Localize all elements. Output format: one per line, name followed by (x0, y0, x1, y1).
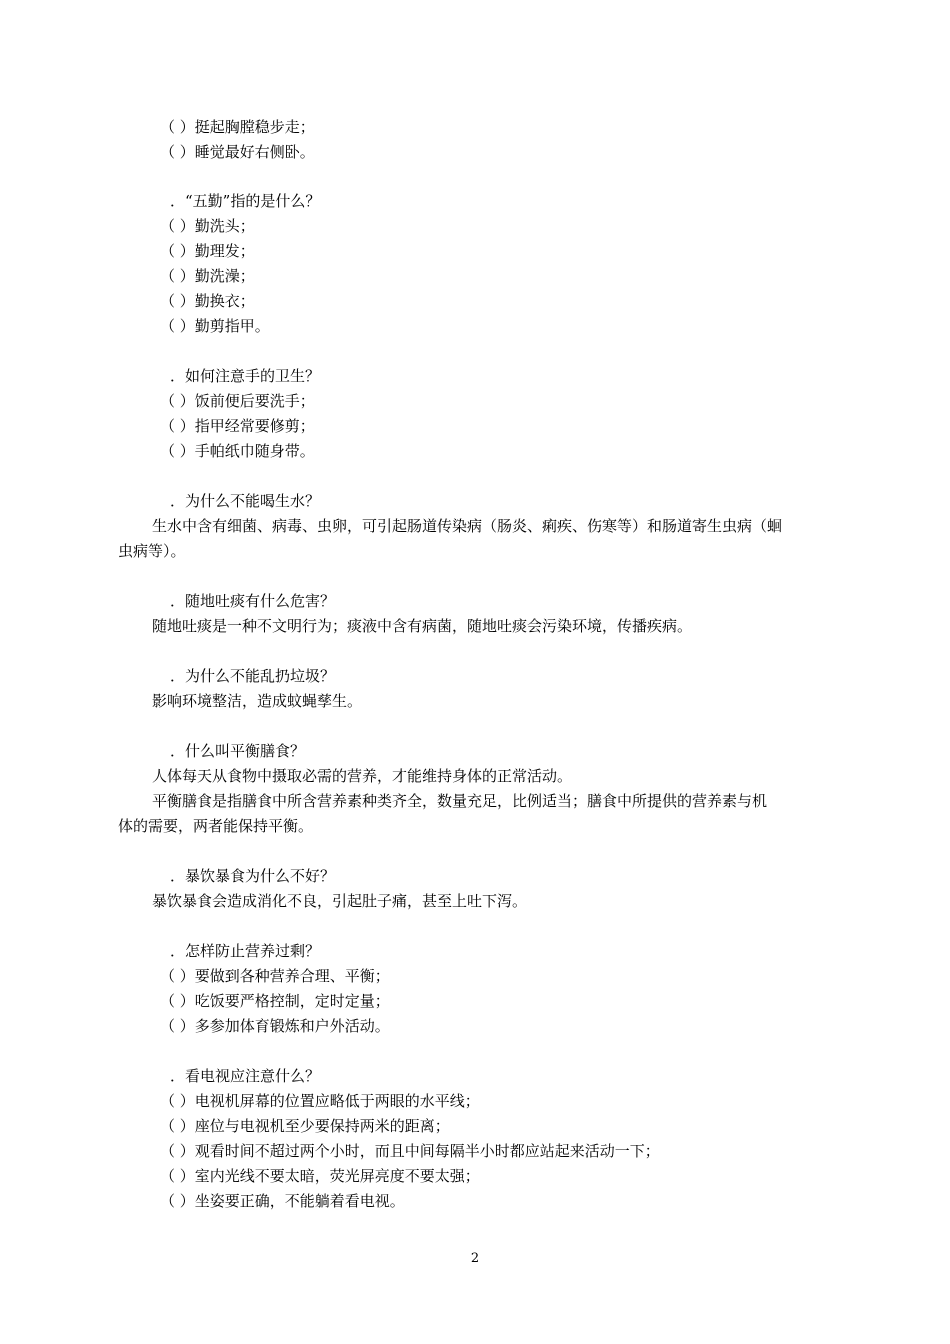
question-heading: ．随地吐痰有什么危害？ (170, 592, 336, 610)
paragraph-line: 虫病等）。 (118, 542, 186, 560)
paragraph-line: 平衡膳食是指膳食中所含营养素种类齐全，数量充足，比例适当；膳食中所提供的营养素与机 (152, 792, 768, 810)
paragraph-line: 体的需要，两者能保持平衡。 (118, 817, 314, 835)
question-heading: ．什么叫平衡膳食？ (170, 742, 306, 760)
question-heading: ．看电视应注意什么？ (170, 1067, 321, 1085)
option-line: （ ）要做到各种营养合理、平衡； (160, 967, 390, 985)
option-line: （ ）勤洗头； (160, 217, 255, 235)
option-line: （ ）电视机屏幕的位置应略低于两眼的水平线； (160, 1092, 480, 1110)
paragraph-line: 生水中含有细菌、病毒、虫卵，可引起肠道传染病（肠炎、痢疾、伤寒等）和肠道寄生虫病（蛔 (152, 517, 783, 535)
question-heading: ．如何注意手的卫生？ (170, 367, 321, 385)
option-line: （ ）挺起胸膛稳步走； (160, 118, 315, 136)
option-line: （ ）勤洗澡； (160, 267, 255, 285)
option-line: （ ）吃饭要严格控制，定时定量； (160, 992, 390, 1010)
question-heading: ．“五勤”指的是什么？ (170, 192, 321, 210)
option-line: （ ）指甲经常要修剪； (160, 417, 315, 435)
option-line: （ ）座位与电视机至少要保持两米的距离； (160, 1117, 450, 1135)
option-line: （ ）勤理发； (160, 242, 255, 260)
option-line: （ ）坐姿要正确，不能躺着看电视。 (160, 1192, 405, 1210)
paragraph-line: 随地吐痰是一种不文明行为；痰液中含有病菌，随地吐痰会污染环境，传播疾病。 (152, 617, 693, 635)
option-line: （ ）勤剪指甲。 (160, 317, 270, 335)
option-line: （ ）勤换衣； (160, 292, 255, 310)
option-line: （ ）观看时间不超过两个小时，而且中间每隔半小时都应站起来活动一下； (160, 1142, 660, 1160)
option-line: （ ）睡觉最好右侧卧。 (160, 143, 315, 161)
option-line: （ ）手帕纸巾随身带。 (160, 442, 315, 460)
option-line: （ ）多参加体育锻炼和户外活动。 (160, 1017, 390, 1035)
question-heading: ．怎样防止营养过剩？ (170, 942, 321, 960)
paragraph-line: 影响环境整洁，造成蚊蝇孳生。 (152, 692, 363, 710)
page-number: 2 (470, 1251, 480, 1266)
question-heading: ．暴饮暴食为什么不好？ (170, 867, 336, 885)
paragraph-line: 暴饮暴食会造成消化不良，引起肚子痛，甚至上吐下泻。 (152, 892, 528, 910)
option-line: （ ）饭前便后要洗手； (160, 392, 315, 410)
option-line: （ ）室内光线不要太暗，荧光屏亮度不要太强； (160, 1167, 480, 1185)
question-heading: ．为什么不能乱扔垃圾？ (170, 667, 336, 685)
question-heading: ．为什么不能喝生水？ (170, 492, 321, 510)
paragraph-line: 人体每天从食物中摄取必需的营养，才能维持身体的正常活动。 (152, 767, 573, 785)
